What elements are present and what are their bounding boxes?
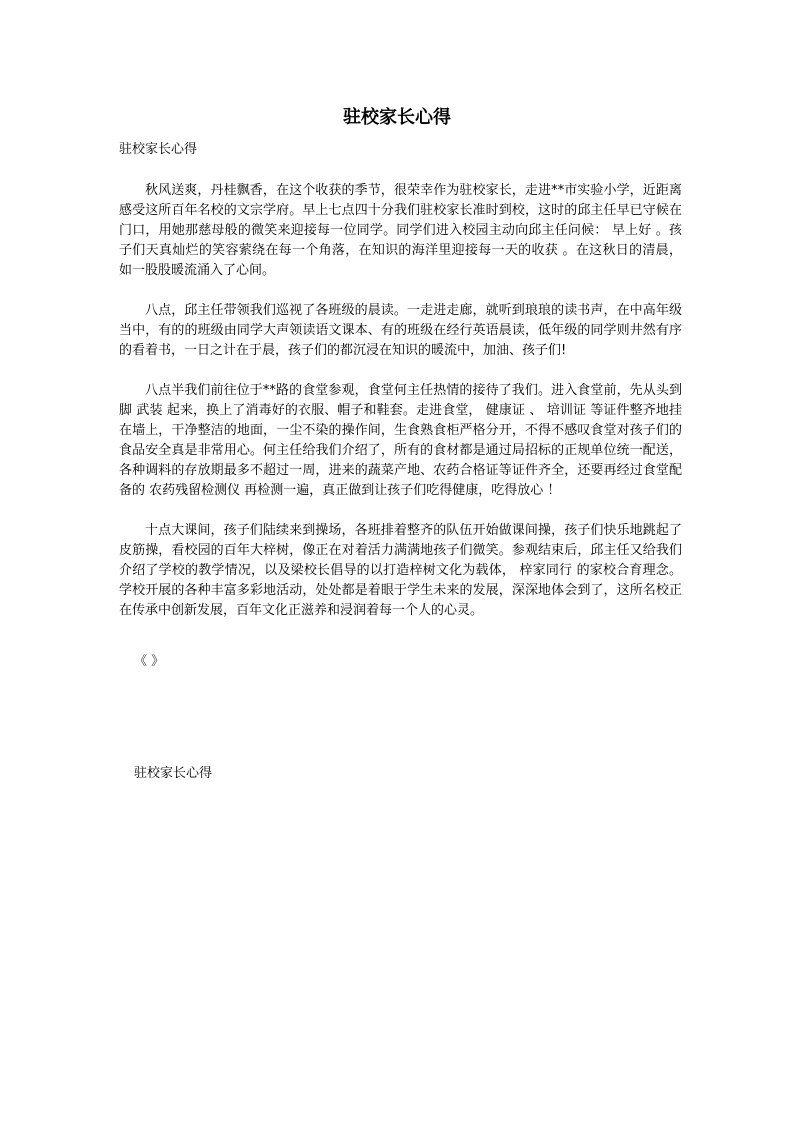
paragraph-1: 秋风送爽，丹桂飘香，在这个收获的季节，很荣幸作为驻校家长，走进**市实验小学，近距离感受这所百年名校的文宗学府。早上七点四十分我们驻校家长准时到校，这时的邱主任早已守候在门口，用她那慈母般的微笑来迎接每一位同学。同学们进入校园主动向邱主任问候： 早上好 。孩子们天真灿烂的笑容萦绕在每一个角落，在知识的海洋里迎接每一天的收获 。在这秋日的清晨，如一股股暖流涌入了心间。 (119, 183, 682, 278)
bracket-marks: 《 》 (134, 654, 165, 669)
paragraph-3: 八点半我们前往位于**路的食堂参观，食堂何主任热情的接待了我们。进入食堂前，先从头到脚 武装 起来，换上了消毒好的衣服、帽子和鞋套。走进食堂， 健康证 、 培训证 等证件整齐地挂在墙上，干净整洁的地面，一尘不染的操作间，生食熟食柜严格分开，不得不感叹食堂对孩子们的食品安全真是非常用心。何主任给我们介绍了，所有的食材都是通过局招标的正规单位统一配送，各种调料的存放期最多不超过一周，进来的蔬菜产地、农药合格证等证件齐全，还要再经过食堂配备的 农药残留检测仪 再检测一遍，真正做到让孩子们吃得健康，吃得放心 ！ (119, 383, 682, 498)
footer-title: 驻校家长心得 (134, 766, 213, 781)
document-subtitle: 驻校家长心得 (119, 142, 198, 157)
paragraph-2: 八点，邱主任带领我们巡视了各班级的晨读。一走进走廊，就听到琅琅的读书声，在中高年级当中，有的的班级由同学大声领读语文课本、有的班级在经行英语晨读，低年级的同学则井然有序的看着书，一日之计在于晨，孩子们的都沉浸在知识的暖流中，加油、孩子们! (119, 303, 682, 358)
paragraph-4: 十点大课间，孩子们陆续来到操场，各班排着整齐的队伍开始做课间操，孩子们快乐地跳起了皮筋操，看校园的百年大梓树，像正在对着活力满满地孩子们微笑。参观结束后，邱主任又给我们介绍了学校的教学情况，以及梁校长倡导的以打造梓树文化为载体， 梓家同行 的家校合育理念。学校开展的各种丰富多彩地活动，处处都是着眼于学生未来的发展，深深地体会到了，这所名校正在传承中创新发展，百年文化正滋养和浸润着每一个人的心灵。 (119, 523, 682, 618)
page-title: 驻校家长心得 (343, 107, 451, 128)
document-body (119, 181, 682, 641)
